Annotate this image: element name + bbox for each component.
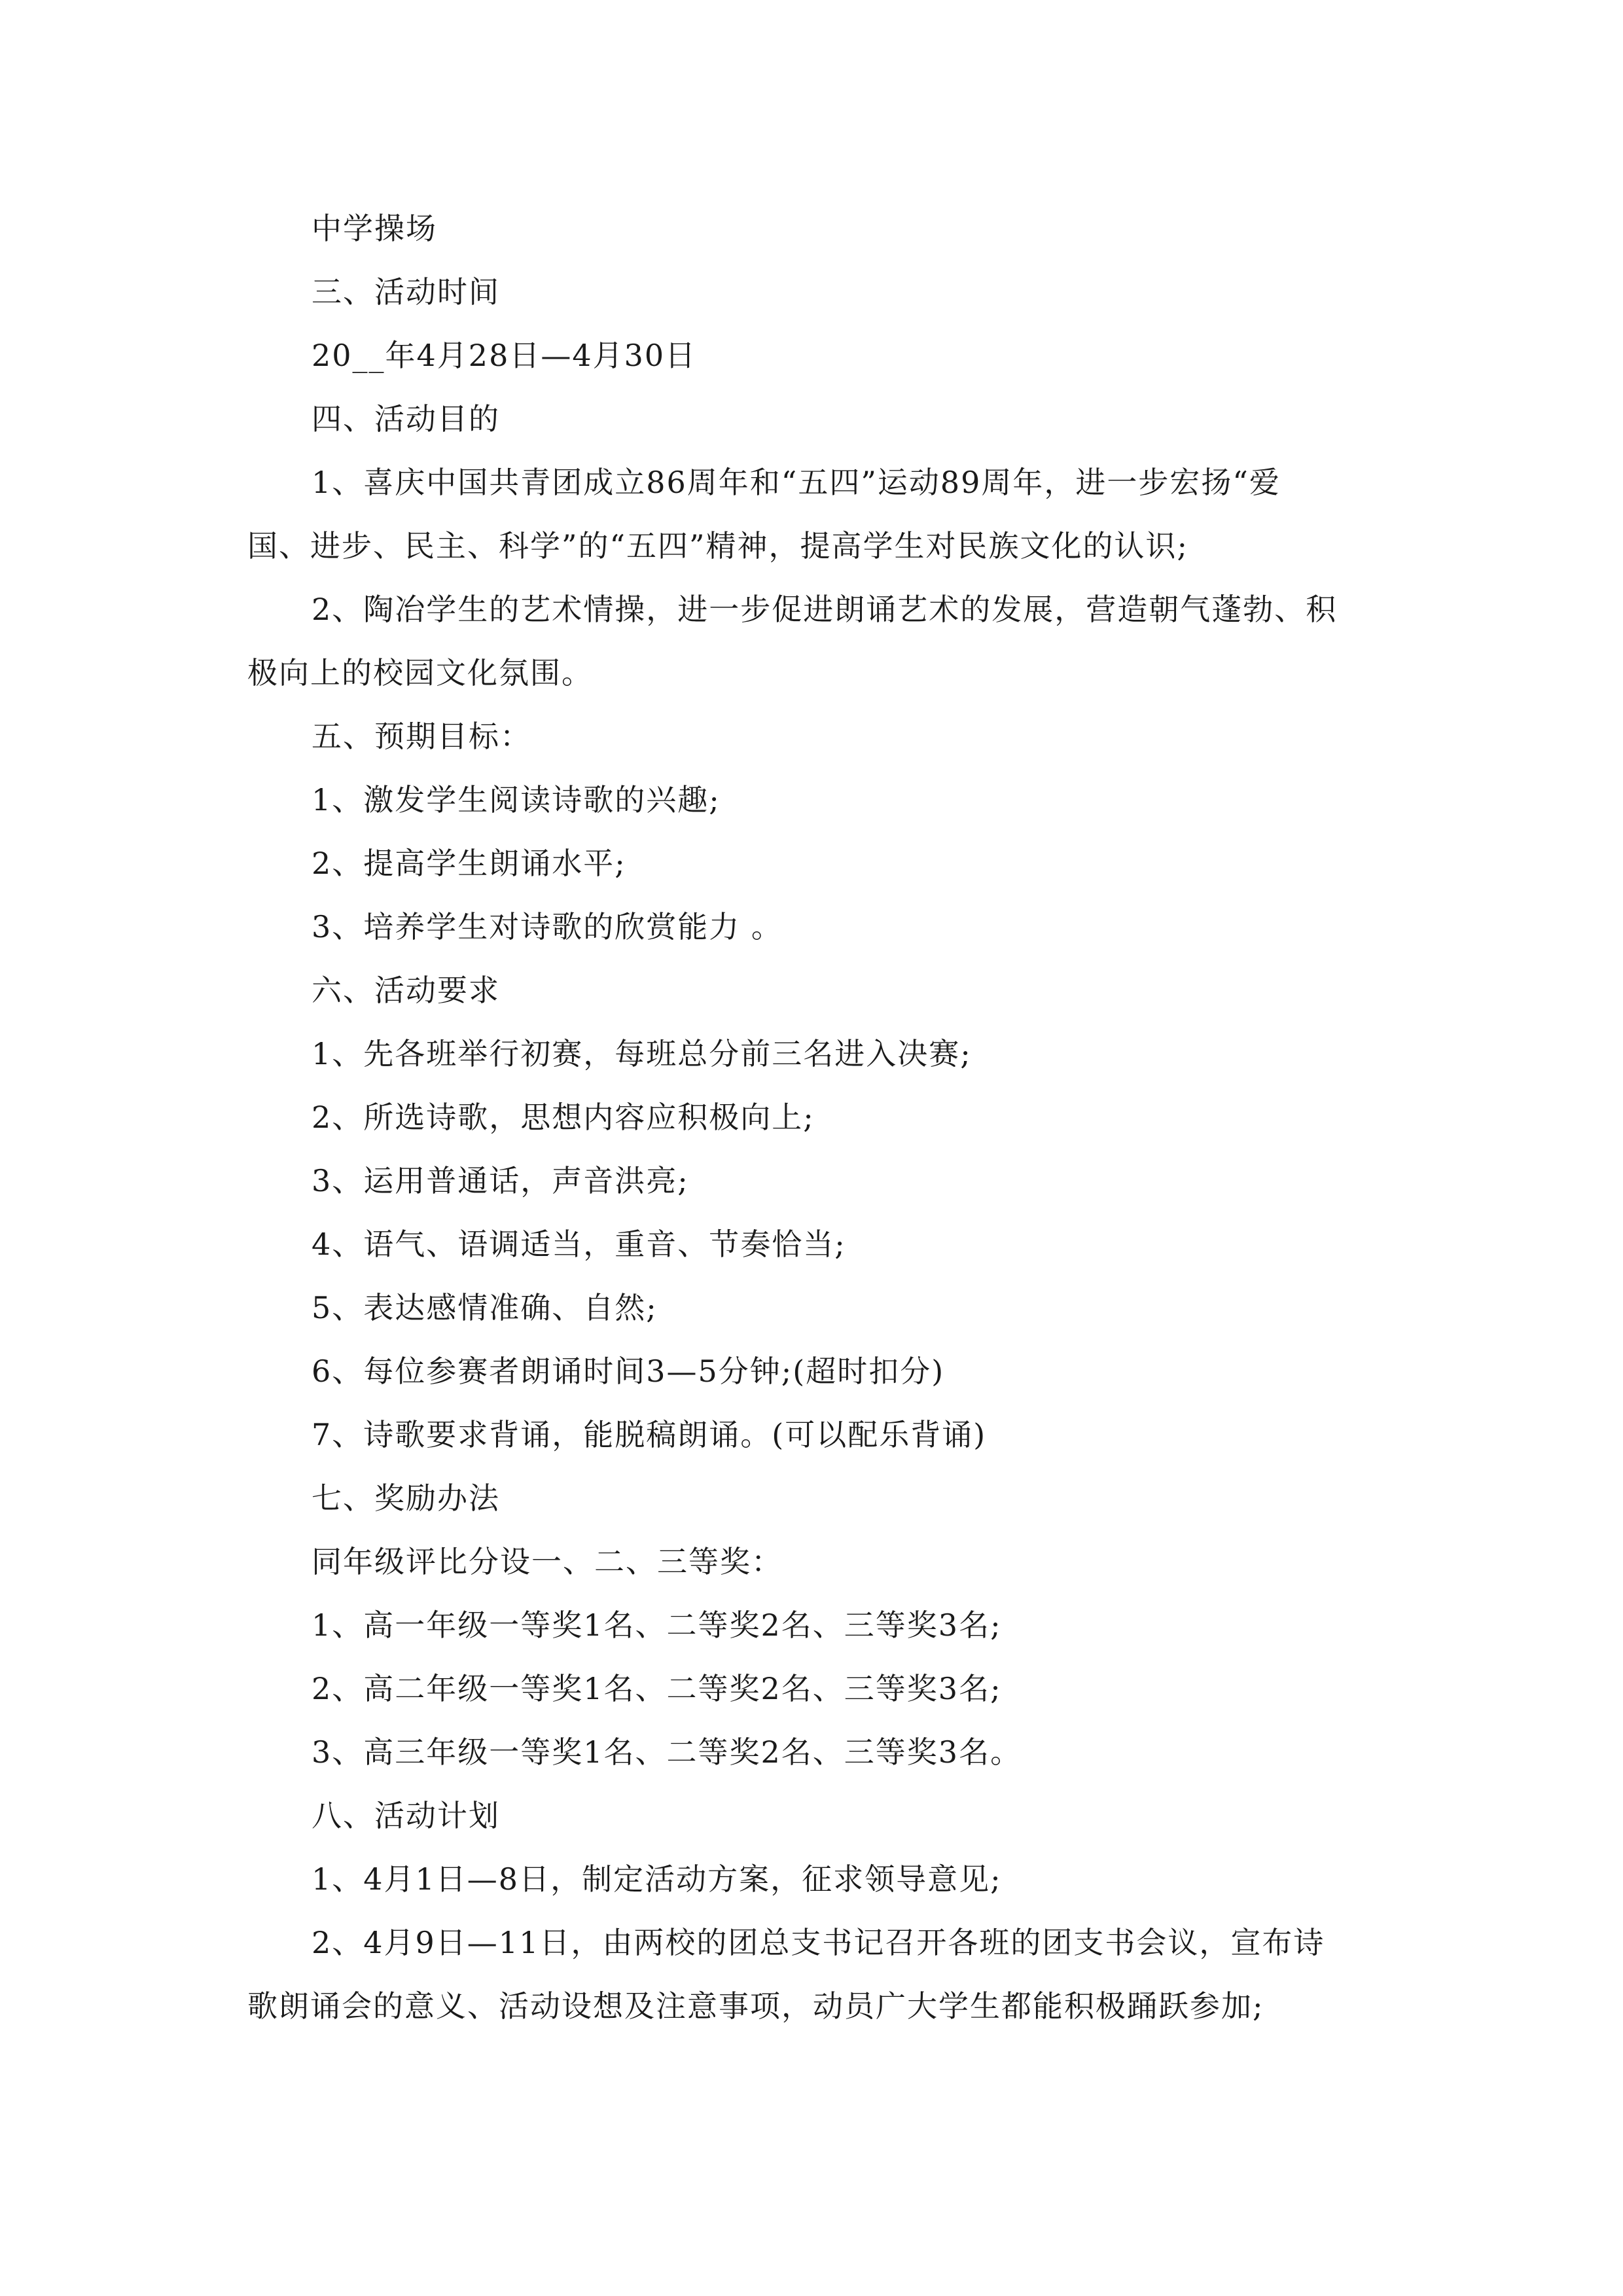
section-heading-purpose: 四、活动目的 bbox=[312, 401, 500, 437]
list-item: 1、高一年级一等奖1名、二等奖2名、三等奖3名; bbox=[312, 1607, 1002, 1643]
list-item: 4、语气、语调适当，重音、节奏恰当; bbox=[312, 1227, 846, 1262]
list-item: 1、先各班举行初赛，每班总分前三名进入决赛; bbox=[312, 1036, 972, 1071]
list-item: 5、表达感情准确、自然; bbox=[312, 1290, 658, 1325]
list-item: 2、高二年级一等奖1名、二等奖2名、三等奖3名; bbox=[312, 1671, 1002, 1706]
list-item: 1、激发学生阅读诗歌的兴趣; bbox=[312, 782, 721, 817]
paragraph-line: 国、进步、民主、科学”的“五四”精神，提高学生对民族文化的认识; bbox=[247, 528, 1189, 564]
section-heading-requirements: 六、活动要求 bbox=[312, 973, 500, 1008]
paragraph-line: 2、陶冶学生的艺术情操，进一步促进朗诵艺术的发展，营造朝气蓬勃、积 bbox=[312, 592, 1338, 627]
text-line-date: 20__年4月28日—4月30日 bbox=[312, 338, 697, 373]
list-item: 3、高三年级一等奖1名、二等奖2名、三等奖3名。 bbox=[312, 1734, 1022, 1770]
list-item: 3、运用普通话，声音洪亮; bbox=[312, 1163, 689, 1198]
section-heading-time: 三、活动时间 bbox=[312, 274, 500, 310]
text-line-location: 中学操场 bbox=[312, 211, 437, 246]
list-item: 3、培养学生对诗歌的欣赏能力 。 bbox=[312, 909, 783, 944]
list-item: 2、4月9日—11日，由两校的团总支书记召开各班的团支书会议，宣布诗 bbox=[312, 1925, 1325, 1960]
list-item: 2、提高学生朗诵水平; bbox=[312, 846, 626, 881]
section-heading-plan: 八、活动计划 bbox=[312, 1798, 500, 1833]
section-heading-awards: 七、奖励办法 bbox=[312, 1480, 500, 1516]
paragraph-line: 1、喜庆中国共青团成立86周年和“五四”运动89周年，进一步宏扬“爱 bbox=[312, 465, 1281, 500]
section-heading-goals: 五、预期目标： bbox=[312, 719, 531, 754]
list-item: 7、诗歌要求背诵，能脱稿朗诵。(可以配乐背诵) bbox=[312, 1417, 987, 1452]
paragraph-line: 极向上的校园文化氛围。 bbox=[247, 655, 593, 691]
list-item: 1、4月1日—8日，制定活动方案，征求领导意见; bbox=[312, 1861, 1002, 1897]
list-item: 2、所选诗歌，思想内容应积极向上; bbox=[312, 1100, 815, 1135]
text-line-awards-intro: 同年级评比分设一、二、三等奖： bbox=[312, 1544, 783, 1579]
list-item: 6、每位参赛者朗诵时间3—5分钟;(超时扣分) bbox=[312, 1354, 945, 1389]
list-item-continuation: 歌朗诵会的意义、活动设想及注意事项，动员广大学生都能积极踊跃参加; bbox=[247, 1988, 1264, 2024]
